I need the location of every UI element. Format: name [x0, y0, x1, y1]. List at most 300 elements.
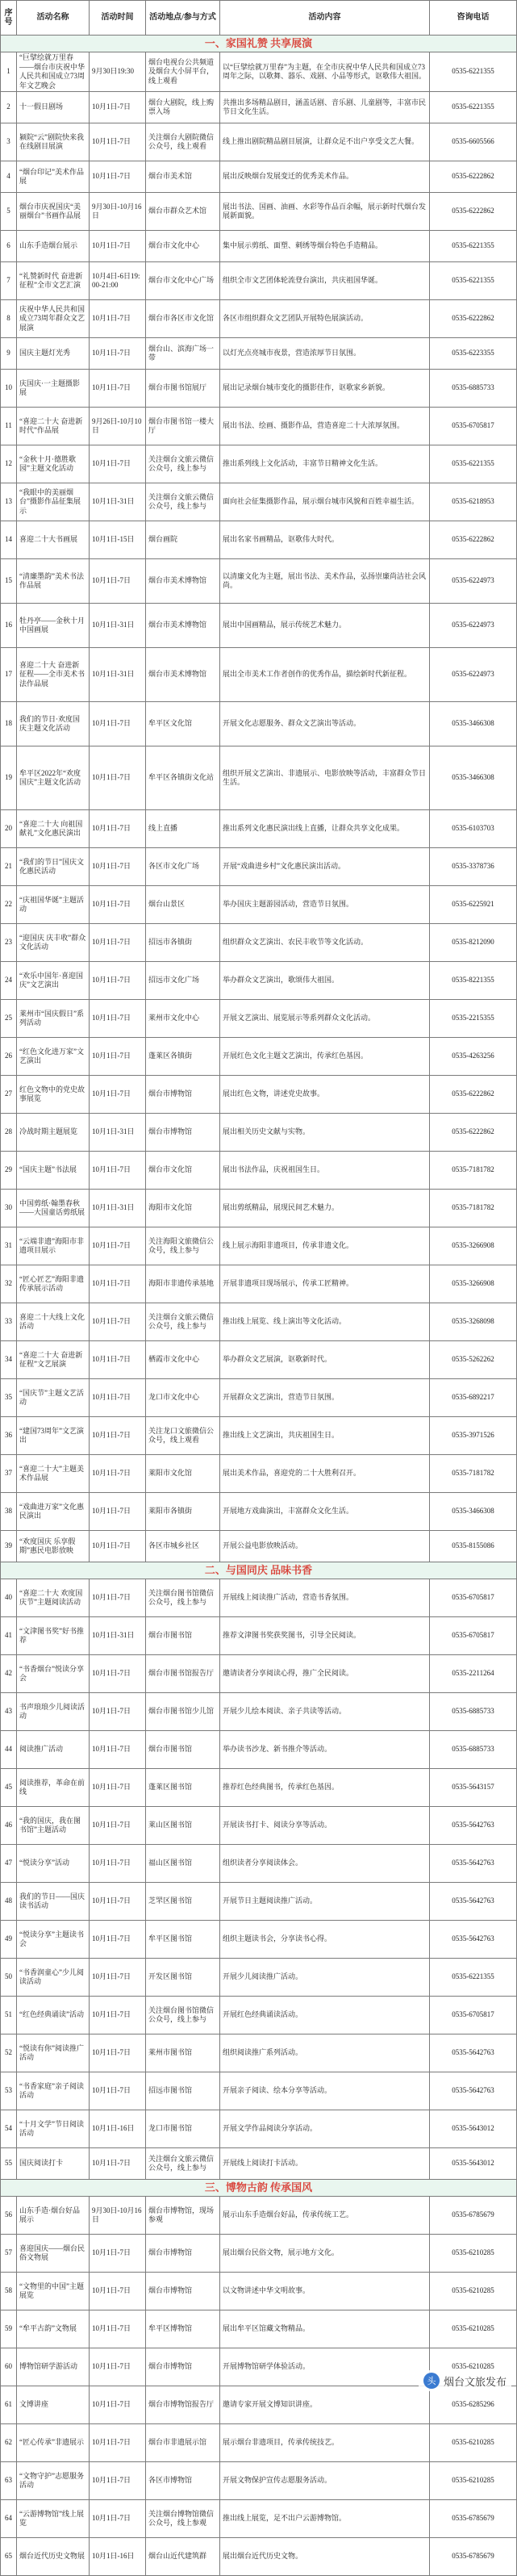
table-row [1, 962, 517, 1000]
table-row [1, 483, 517, 521]
cell-phone: 0535-5643012 [430, 2148, 517, 2180]
cell-no: 42 [1, 1655, 17, 1693]
cell-no: 29 [1, 1152, 17, 1190]
cell-name: “烟台印记”美术作品展 [17, 161, 90, 193]
table-row [1, 1617, 517, 1655]
cell-name: “巨擘绘就万里春——烟台市庆祝中华人民共和国成立73周年文艺晚会 [17, 52, 90, 92]
cell-content: 开展红色经典诵读活动。 [220, 1997, 430, 2034]
cell-place: 各区市文化广场 [146, 848, 220, 886]
cell-no: 7 [1, 262, 17, 300]
cell-place: 关注烟台文旅云微信公众号，线上参与 [146, 2148, 220, 2180]
cell-phone: 0535-3466308 [430, 702, 517, 746]
cell-content: 开展少儿阅读推广活动。 [220, 1959, 430, 1997]
table-row [1, 2273, 517, 2310]
table-row [1, 1731, 517, 1769]
table-row [1, 2148, 517, 2180]
cell-content: 共推出多场精品剧目，涵盖话剧、音乐剧、儿童剧等，丰富市民节日文化生活。 [220, 92, 430, 123]
cell-phone: 0535-7181782 [430, 1152, 517, 1190]
table-row [1, 123, 517, 161]
cell-time: 10月1日-7日 [90, 1417, 146, 1455]
header-phone: 咨询电话 [430, 1, 517, 36]
watermark-logo-icon: 头 [423, 2373, 440, 2389]
cell-time: 10月1日-15日 [90, 521, 146, 559]
cell-place: 牟平区博物馆 [146, 2310, 220, 2348]
cell-time: 10月1日-7日 [90, 848, 146, 886]
cell-name: “十月文学”节日阅读活动 [17, 2110, 90, 2148]
cell-content: 展出烟台民俗文物，展示地方文化。 [220, 2235, 430, 2273]
cell-phone: 0535-5642763 [430, 2072, 517, 2110]
cell-place: 烟台市文化中心广场 [146, 262, 220, 300]
table-row [1, 1807, 517, 1845]
cell-name: “云游博物馆”线上展览 [17, 2500, 90, 2538]
cell-time: 10月4日-6日19:00-21:00 [90, 262, 146, 300]
section-title: 一、家国礼赞 共享展演 [1, 36, 517, 52]
cell-content: 组织主题读书会，分享读书心得。 [220, 1921, 430, 1959]
cell-content: 展出书法、绘画、摄影作品，营造喜迎二十大浓厚氛围。 [220, 408, 430, 445]
cell-phone: 0535-6224973 [430, 559, 517, 604]
cell-place: 线上直播 [146, 810, 220, 848]
cell-place: 烟台市图书馆一楼大厅 [146, 408, 220, 445]
header-no: 序号 [1, 1, 17, 36]
table-row [1, 92, 517, 123]
cell-no: 8 [1, 300, 17, 338]
cell-no: 56 [1, 2197, 17, 2235]
cell-content: 展出全市美术工作者创作的优秀作品，描绘新时代新征程。 [220, 648, 430, 702]
cell-no: 54 [1, 2110, 17, 2148]
cell-time: 10月1日-7日 [90, 2310, 146, 2348]
cell-time: 10月1日-7日 [90, 2148, 146, 2180]
cell-phone: 0535-3466308 [430, 746, 517, 810]
cell-time: 10月1日-7日 [90, 1341, 146, 1379]
cell-content: 展出名家书画精品，讴歌伟大时代。 [220, 521, 430, 559]
section-title: 二、与国同庆 品味书香 [1, 1562, 517, 1579]
cell-place: 烟台市博物馆报告厅 [146, 2386, 220, 2424]
cell-time: 9月30日19:30 [90, 52, 146, 92]
cell-content: 面向社会征集摄影作品，展示烟台城市风貌和百姓幸福生活。 [220, 483, 430, 521]
cell-name: “我们的节日”国庆文化惠民活动 [17, 848, 90, 886]
cell-place: 烟台市图书馆展厅 [146, 370, 220, 408]
cell-name: 颍院“云”剧院快来我在线剧目展演 [17, 123, 90, 161]
cell-phone: 0535-3378736 [430, 848, 517, 886]
cell-place: 牟平区各镇街文化站 [146, 746, 220, 810]
cell-place: 关注海阳文旅微信公众号，线上参与 [146, 1227, 220, 1265]
table-row [1, 300, 517, 338]
cell-place: 芝罘区图书馆 [146, 1883, 220, 1921]
cell-no: 48 [1, 1883, 17, 1921]
cell-place: 牟平区图书馆 [146, 1921, 220, 1959]
cell-phone: 0535-5643157 [430, 1769, 517, 1807]
cell-place: 烟台市各区市文化馆 [146, 300, 220, 338]
cell-time: 10月1日-7日 [90, 1152, 146, 1190]
cell-phone: 0535-8221355 [430, 962, 517, 1000]
cell-phone: 0535-6221355 [430, 1959, 517, 1997]
cell-phone: 0535-6705817 [430, 408, 517, 445]
cell-place: 烟台市美术博物馆 [146, 648, 220, 702]
table-row [1, 193, 517, 231]
cell-time: 10月1日-7日 [90, 2235, 146, 2273]
cell-time: 10月1日-7日 [90, 1265, 146, 1303]
cell-name: “国庆主题”书法展 [17, 1152, 90, 1190]
header-content: 活动内容 [220, 1, 430, 36]
cell-time: 10月1日-7日 [90, 123, 146, 161]
cell-content: 开展非遗项目现场展示，传承工匠精神。 [220, 1265, 430, 1303]
cell-phone: 0535-5262262 [430, 1341, 517, 1379]
cell-place: 牟平区文化馆 [146, 702, 220, 746]
cell-no: 53 [1, 2072, 17, 2110]
cell-no: 31 [1, 1227, 17, 1265]
cell-name: “喜迎二十大 欢度国庆节”主题阅读活动 [17, 1579, 90, 1617]
cell-time: 10月1日-7日 [90, 1038, 146, 1076]
cell-content: 开展红色文化主题文艺演出，传承红色基因。 [220, 1038, 430, 1076]
cell-place: 烟台市文化馆 [146, 1152, 220, 1190]
cell-no: 20 [1, 810, 17, 848]
cell-name: “国庆节”主题文艺活动 [17, 1379, 90, 1417]
cell-place: 烟台市图书馆少儿馆 [146, 1693, 220, 1731]
table-row [1, 370, 517, 408]
table-row [1, 702, 517, 746]
cell-no: 13 [1, 483, 17, 521]
cell-time: 10月1日-7日 [90, 2386, 146, 2424]
table-row [1, 1883, 517, 1921]
cell-name: 十一假日剧场 [17, 92, 90, 123]
table-row [1, 2034, 517, 2072]
cell-place: 关注烟台博物馆微信公众号，线上参观 [146, 2500, 220, 2538]
cell-content: 线上展示海阳非遗项目，传承非遗文化。 [220, 1227, 430, 1265]
cell-time: 10月1日-7日 [90, 702, 146, 746]
cell-no: 33 [1, 1303, 17, 1341]
cell-time: 10月1日-7日 [90, 1579, 146, 1617]
cell-name: 庆祝中华人民共和国成立73周年群众文艺展演 [17, 300, 90, 338]
cell-no: 57 [1, 2235, 17, 2273]
cell-no: 11 [1, 408, 17, 445]
cell-time: 10月1日-7日 [90, 1997, 146, 2034]
cell-no: 26 [1, 1038, 17, 1076]
table-row [1, 1114, 517, 1152]
cell-no: 6 [1, 231, 17, 262]
cell-name: “牟平古韵”文物展 [17, 2310, 90, 2348]
cell-phone: 0535-6222862 [430, 521, 517, 559]
cell-no: 46 [1, 1807, 17, 1845]
cell-place: 关注烟台图书馆微信公众号，线上参与 [146, 1997, 220, 2034]
table-row [1, 1845, 517, 1883]
cell-content: 展出反映烟台发展变迁的优秀美术作品。 [220, 161, 430, 193]
cell-no: 19 [1, 746, 17, 810]
cell-place: 烟台市图书馆报告厅 [146, 1655, 220, 1693]
cell-no: 25 [1, 1000, 17, 1038]
table-row [1, 262, 517, 300]
cell-time: 10月1日-7日 [90, 2273, 146, 2310]
cell-no: 41 [1, 1617, 17, 1655]
cell-content: 集中展示剪纸、面塑、刺绣等烟台特色手造精品。 [220, 231, 430, 262]
cell-name: “红色经典诵读”活动 [17, 1997, 90, 2034]
cell-name: 山东手造烟台展示 [17, 231, 90, 262]
cell-phone: 0535-6222862 [430, 1076, 517, 1114]
cell-no: 37 [1, 1455, 17, 1493]
cell-no: 10 [1, 370, 17, 408]
cell-time: 10月1日-7日 [90, 962, 146, 1000]
cell-time: 10月1日-7日 [90, 1531, 146, 1562]
cell-time: 10月1日-7日 [90, 2462, 146, 2500]
cell-name: “匠心传承”非遗展示 [17, 2424, 90, 2462]
cell-name: “欢乐中国年·喜迎国庆”文艺演出 [17, 962, 90, 1000]
table-row [1, 2462, 517, 2500]
cell-place: 海阳市非遗传承基地 [146, 1265, 220, 1303]
cell-name: “悦读分享”活动 [17, 1845, 90, 1883]
cell-content: 以“巨擘绘就万里春”为主题，在全市庆祝中华人民共和国成立73周年之际，以歌舞、器乐、戏剧、小品等形式，讴歌伟大祖国。 [220, 52, 430, 92]
cell-content: 开展公益电影放映活动。 [220, 1531, 430, 1562]
cell-content: 组织全市文艺团体轮流登台演出，共庆祖国华诞。 [220, 262, 430, 300]
cell-content: 各区市组织群众文艺团队开展特色展演活动。 [220, 300, 430, 338]
cell-no: 49 [1, 1921, 17, 1959]
cell-name: “戏曲进万家”文化惠民演出 [17, 1493, 90, 1531]
cell-phone: 0535-6705817 [430, 1579, 517, 1617]
cell-name: 喜迎二十大书画展 [17, 521, 90, 559]
cell-place: 各区市博物馆 [146, 2462, 220, 2500]
cell-no: 38 [1, 1493, 17, 1531]
cell-content: 开展博物馆研学体验活动。 [220, 2348, 430, 2386]
cell-name: 红色文物中的党史故事展览 [17, 1076, 90, 1114]
cell-time: 10月1日-31日 [90, 1617, 146, 1655]
cell-name: “文物守护”志愿服务活动 [17, 2462, 90, 2500]
cell-no: 45 [1, 1769, 17, 1807]
cell-place: 开发区图书馆 [146, 1959, 220, 1997]
cell-name: 喜迎二十大 奋进新征程——全市美术书法作品展 [17, 648, 90, 702]
table-row [1, 1921, 517, 1959]
cell-phone: 0535-6103703 [430, 810, 517, 848]
cell-place: 烟台市博物馆，现场参观 [146, 2197, 220, 2235]
cell-name: “匠心匠艺”海阳非遗传承展示活动 [17, 1265, 90, 1303]
cell-phone: 0535-6705817 [430, 1617, 517, 1655]
cell-content: 推出系列文化惠民演出线上直播，让群众共享文化成果。 [220, 810, 430, 848]
cell-phone: 0535-7181782 [430, 1455, 517, 1493]
table-row [1, 1379, 517, 1417]
cell-content: 推出线上展览、线上演出等文化活动。 [220, 1303, 430, 1341]
cell-phone: 0535-6221355 [430, 262, 517, 300]
header-name: 活动名称 [17, 1, 90, 36]
cell-phone: 0535-6705817 [430, 1997, 517, 2034]
cell-no: 15 [1, 559, 17, 604]
section-header-row [1, 2180, 517, 2197]
cell-name: “清廉墨韵”美术书法作品展 [17, 559, 90, 604]
cell-no: 39 [1, 1531, 17, 1562]
table-row [1, 1997, 517, 2034]
cell-time: 9月26日-10月10日 [90, 408, 146, 445]
cell-phone: 0535-6222862 [430, 161, 517, 193]
cell-content: 展出烟台近代历史文物。 [220, 2538, 430, 2576]
table-row [1, 1579, 517, 1617]
cell-name: “庆祖国华诞”主题活动 [17, 886, 90, 924]
cell-place: 蓬莱区各镇街 [146, 1038, 220, 1076]
table-row [1, 886, 517, 924]
cell-time: 10月1日-7日 [90, 1379, 146, 1417]
cell-place: 烟台市博物馆 [146, 2273, 220, 2310]
cell-content: 推出系列线上文化活动，丰富节日精神文化生活。 [220, 445, 430, 483]
cell-name: 烟台市庆祝国庆“美丽烟台”书画作品展 [17, 193, 90, 231]
table-row [1, 1227, 517, 1265]
section-title: 三、博物古韵 传承国风 [1, 2180, 517, 2197]
table-row [1, 2072, 517, 2110]
cell-name: 阅读推广活动 [17, 1731, 90, 1769]
cell-content: 展出红色文物，讲述党史故事。 [220, 1076, 430, 1114]
cell-place: 烟台市非遗展示馆 [146, 2424, 220, 2462]
table-row [1, 408, 517, 445]
cell-content: 开展线上阅读打卡活动。 [220, 2148, 430, 2180]
cell-place: 福山区图书馆 [146, 1845, 220, 1883]
cell-time: 10月1日-7日 [90, 2500, 146, 2538]
cell-no: 61 [1, 2386, 17, 2424]
cell-content: 展出记录烟台城市变化的摄影佳作，讴歌家乡新貌。 [220, 370, 430, 408]
cell-no: 30 [1, 1190, 17, 1227]
cell-place: 莱州市图书馆 [146, 2034, 220, 2072]
cell-name: “云端非遗”海阳市非遗项目展示 [17, 1227, 90, 1265]
cell-content: 推荐红色经典图书，传承红色基因。 [220, 1769, 430, 1807]
cell-name: “喜迎二十大 奋进新时代”作品展 [17, 408, 90, 445]
cell-place: 烟台电视台公共频道及烟台大小屏平台，线上观看 [146, 52, 220, 92]
table-row [1, 1000, 517, 1038]
cell-name: “书香润童心”少儿阅读活动 [17, 1959, 90, 1997]
cell-time: 10月1日-7日 [90, 1959, 146, 1997]
cell-phone: 0535-8155086 [430, 1531, 517, 1562]
cell-time: 10月1日-7日 [90, 1807, 146, 1845]
cell-place: 烟台画院 [146, 521, 220, 559]
cell-content: 组织群众文艺演出、农民丰收节等文化活动。 [220, 924, 430, 962]
cell-no: 43 [1, 1693, 17, 1731]
cell-phone: 0535-6885733 [430, 370, 517, 408]
cell-time: 10月1日-7日 [90, 1000, 146, 1038]
cell-time: 10月1日-31日 [90, 1190, 146, 1227]
cell-name: “悦读有你”阅读推广活动 [17, 2034, 90, 2072]
cell-time: 10月1日-7日 [90, 445, 146, 483]
table-row [1, 924, 517, 962]
cell-name: 喜迎二十大线上文化活动 [17, 1303, 90, 1341]
cell-content: 邀请专家开展文博知识讲座。 [220, 2386, 430, 2424]
cell-content: 组织开展文艺演出、非遗展示、电影放映等活动，丰富群众节日生活。 [220, 746, 430, 810]
cell-no: 9 [1, 338, 17, 370]
table-row [1, 1959, 517, 1997]
table-row [1, 161, 517, 193]
cell-time: 10月1日-7日 [90, 924, 146, 962]
table-row [1, 1076, 517, 1114]
cell-phone: 0535-6892217 [430, 1379, 517, 1417]
cell-phone: 0535-7181782 [430, 1190, 517, 1227]
cell-name: 牡丹亭——金秋十月中国画展 [17, 604, 90, 648]
cell-time: 10月1日-7日 [90, 1076, 146, 1114]
cell-time: 10月1日-7日 [90, 1227, 146, 1265]
cell-no: 36 [1, 1417, 17, 1455]
cell-place: 烟台市美术博物馆 [146, 559, 220, 604]
cell-content: 举办群众文艺演出，歌颂伟大祖国。 [220, 962, 430, 1000]
section-header-row [1, 1562, 517, 1579]
cell-content: 开展群众文艺演出，营造节日氛围。 [220, 1379, 430, 1417]
cell-place: 烟台市美术博物馆 [146, 604, 220, 648]
cell-phone: 0535-5642763 [430, 1921, 517, 1959]
watermark [419, 2370, 511, 2391]
cell-phone: 0535-6885733 [430, 1731, 517, 1769]
cell-content: 开展读书打卡、阅读分享等活动。 [220, 1807, 430, 1845]
cell-no: 35 [1, 1379, 17, 1417]
cell-phone: 0535-6221355 [430, 445, 517, 483]
cell-place: 烟台市图书馆 [146, 1617, 220, 1655]
cell-name: “迎国庆 庆丰收”群众文化活动 [17, 924, 90, 962]
cell-time: 10月1日-7日 [90, 886, 146, 924]
table-row [1, 1531, 517, 1562]
cell-time: 10月1日-7日 [90, 1921, 146, 1959]
cell-phone: 0535-6210285 [430, 2273, 517, 2310]
cell-time: 10月1日-31日 [90, 1114, 146, 1152]
cell-no: 22 [1, 886, 17, 924]
cell-content: 开展文化志愿服务、群众文艺演出等活动。 [220, 702, 430, 746]
table-row [1, 2424, 517, 2462]
cell-phone: 0535-3466308 [430, 1493, 517, 1531]
cell-content: 举办读书沙龙、新书推介等活动。 [220, 1731, 430, 1769]
cell-name: 阅读推荐，革命在前线 [17, 1769, 90, 1807]
cell-place: 烟台市群众艺术馆 [146, 193, 220, 231]
table-row [1, 2110, 517, 2148]
cell-place: 关注烟台文旅云微信公众号，线上参与 [146, 483, 220, 521]
cell-place: 招远市各镇街 [146, 924, 220, 962]
cell-time: 10月1日-7日 [90, 1303, 146, 1341]
cell-no: 23 [1, 924, 17, 962]
cell-phone: 0535-6221355 [430, 52, 517, 92]
cell-content: 展出牟平区馆藏文物精品。 [220, 2310, 430, 2348]
cell-time: 9月30日-10月16日 [90, 2197, 146, 2235]
cell-content: 举办群众文艺展演，讴歌新时代。 [220, 1341, 430, 1379]
cell-name: 冷战时期主题展览 [17, 1114, 90, 1152]
cell-content: 开展线上阅读推广活动，营造书香氛围。 [220, 1579, 430, 1617]
cell-name: “红色文化进万家”文艺演出 [17, 1038, 90, 1076]
table-row [1, 521, 517, 559]
cell-phone: 0535-6221355 [430, 231, 517, 262]
cell-place: 莱州市文化中心 [146, 1000, 220, 1038]
cell-no: 59 [1, 2310, 17, 2348]
section-header-row [1, 36, 517, 52]
cell-content: 展示烟台非遗项目，传承传统技艺。 [220, 2424, 430, 2462]
table-row [1, 1655, 517, 1693]
cell-place: 各区市城乡社区 [146, 1531, 220, 1562]
cell-content: 以文物讲述中华文明故事。 [220, 2273, 430, 2310]
header-time: 活动时间 [90, 1, 146, 36]
cell-time: 10月1日-7日 [90, 1693, 146, 1731]
table-row [1, 559, 517, 604]
table-row [1, 2386, 517, 2424]
cell-phone: 0535-2215355 [430, 1000, 517, 1038]
cell-place: 烟台大剧院，线上购票入场 [146, 92, 220, 123]
cell-time: 10月1日-7日 [90, 2034, 146, 2072]
cell-phone: 0535-6210285 [430, 2310, 517, 2348]
cell-place: 莱山区图书馆 [146, 1807, 220, 1845]
cell-content: 以清廉文化为主题，展出书法、美术作品，弘扬崇廉尚洁社会风尚。 [220, 559, 430, 604]
cell-phone: 0535-3266908 [430, 1227, 517, 1265]
cell-place: 龙口市文化中心 [146, 1379, 220, 1417]
cell-place: 烟台山近代建筑群 [146, 2538, 220, 2576]
cell-time: 10月1日-7日 [90, 231, 146, 262]
cell-phone: 0535-6222862 [430, 193, 517, 231]
cell-name: “喜迎二十大 向祖国献礼”文化惠民演出 [17, 810, 90, 848]
cell-place: 烟台市博物馆 [146, 2348, 220, 2386]
cell-phone: 0535-6210285 [430, 2348, 517, 2386]
cell-no: 60 [1, 2348, 17, 2386]
cell-time: 10月1日-7日 [90, 300, 146, 338]
table-header-row [1, 1, 517, 36]
cell-time: 10月1日-7日 [90, 1845, 146, 1883]
cell-name: 博物馆研学游活动 [17, 2348, 90, 2386]
cell-place: 关注烟台大剧院微信公众号，线上观看 [146, 123, 220, 161]
cell-phone: 0535-6210285 [430, 2424, 517, 2462]
cell-phone: 0535-6210285 [430, 2462, 517, 2500]
table-row [1, 2310, 517, 2348]
cell-phone: 0535-6224973 [430, 648, 517, 702]
cell-phone: 0535-6785679 [430, 2500, 517, 2538]
